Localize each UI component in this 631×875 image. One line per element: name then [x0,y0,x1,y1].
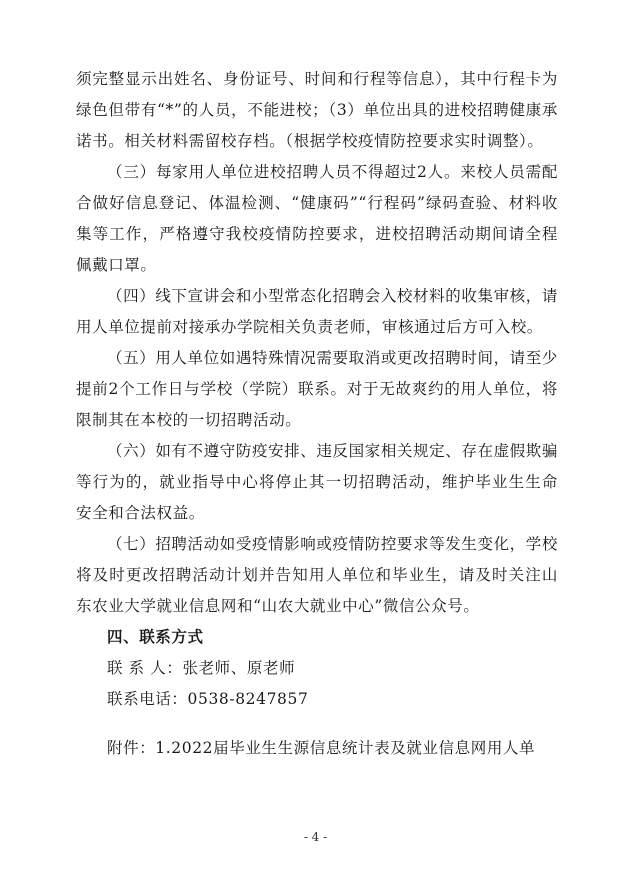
contact-person-line [76,653,558,684]
paragraph-item-6: （六）如有不遵守防疫安排、违反国家相关规定、存在虚假欺骗等行为的，就业指导中心将停止其一切招聘活动，维护毕业生生命安全和合法权益。 [76,442,558,522]
section-heading-contact: 四、联系方式 [107,628,204,646]
contact-person-label: 联 系 人： [107,659,183,677]
page-number: - 4 - [303,830,328,844]
contact-phone-value: 0538-8247857 [187,690,309,708]
paragraph-item-3: （三）每家用人单位进校招聘人员不得超过2人。来校人员需配合做好信息登记、体温检测、“健康码”“行程码”绿码查验、材料收集等工作，严格遵守我校疫情防控要求，进校招聘活动期间请全程佩戴口罩。 [76,163,558,274]
attachment-line: 附件：1.2022届毕业生生源信息统计表及就业信息网用人单 [107,739,536,757]
document-body [76,64,558,764]
paragraph-continuation: 须完整显示出姓名、身份证号、时间和行程等信息），其中行程卡为绿色但带有“*”的人员，不能进校；（3）单位出具的进校招聘健康承诺书。相关材料需留校存档。（根据学校疫情防控要求实时调整）。 [76,70,558,150]
contact-person-value: 张老师、原老师 [182,659,296,677]
contact-phone-label: 联系电话： [107,690,188,708]
paragraph-item-4: （四）线下宣讲会和小型常态化招聘会入校材料的收集审核，请用人单位提前对接承办学院相关负责老师，审核通过后方可入校。 [76,287,558,336]
contact-phone-line [76,684,558,715]
paragraph-item-7: （七）招聘活动如受疫情影响或疫情防控要求等发生变化，学校将及时更改招聘活动计划并告知用人单位和毕业生，请及时关注山东农业大学就业信息网和“山农大就业中心”微信公众号。 [76,535,558,615]
paragraph-item-5: （五）用人单位如遇特殊情况需要取消或更改招聘时间，请至少提前2个工作日与学校（学院）联系。对于无故爽约的用人单位，将限制其在本校的一切招聘活动。 [76,349,558,429]
